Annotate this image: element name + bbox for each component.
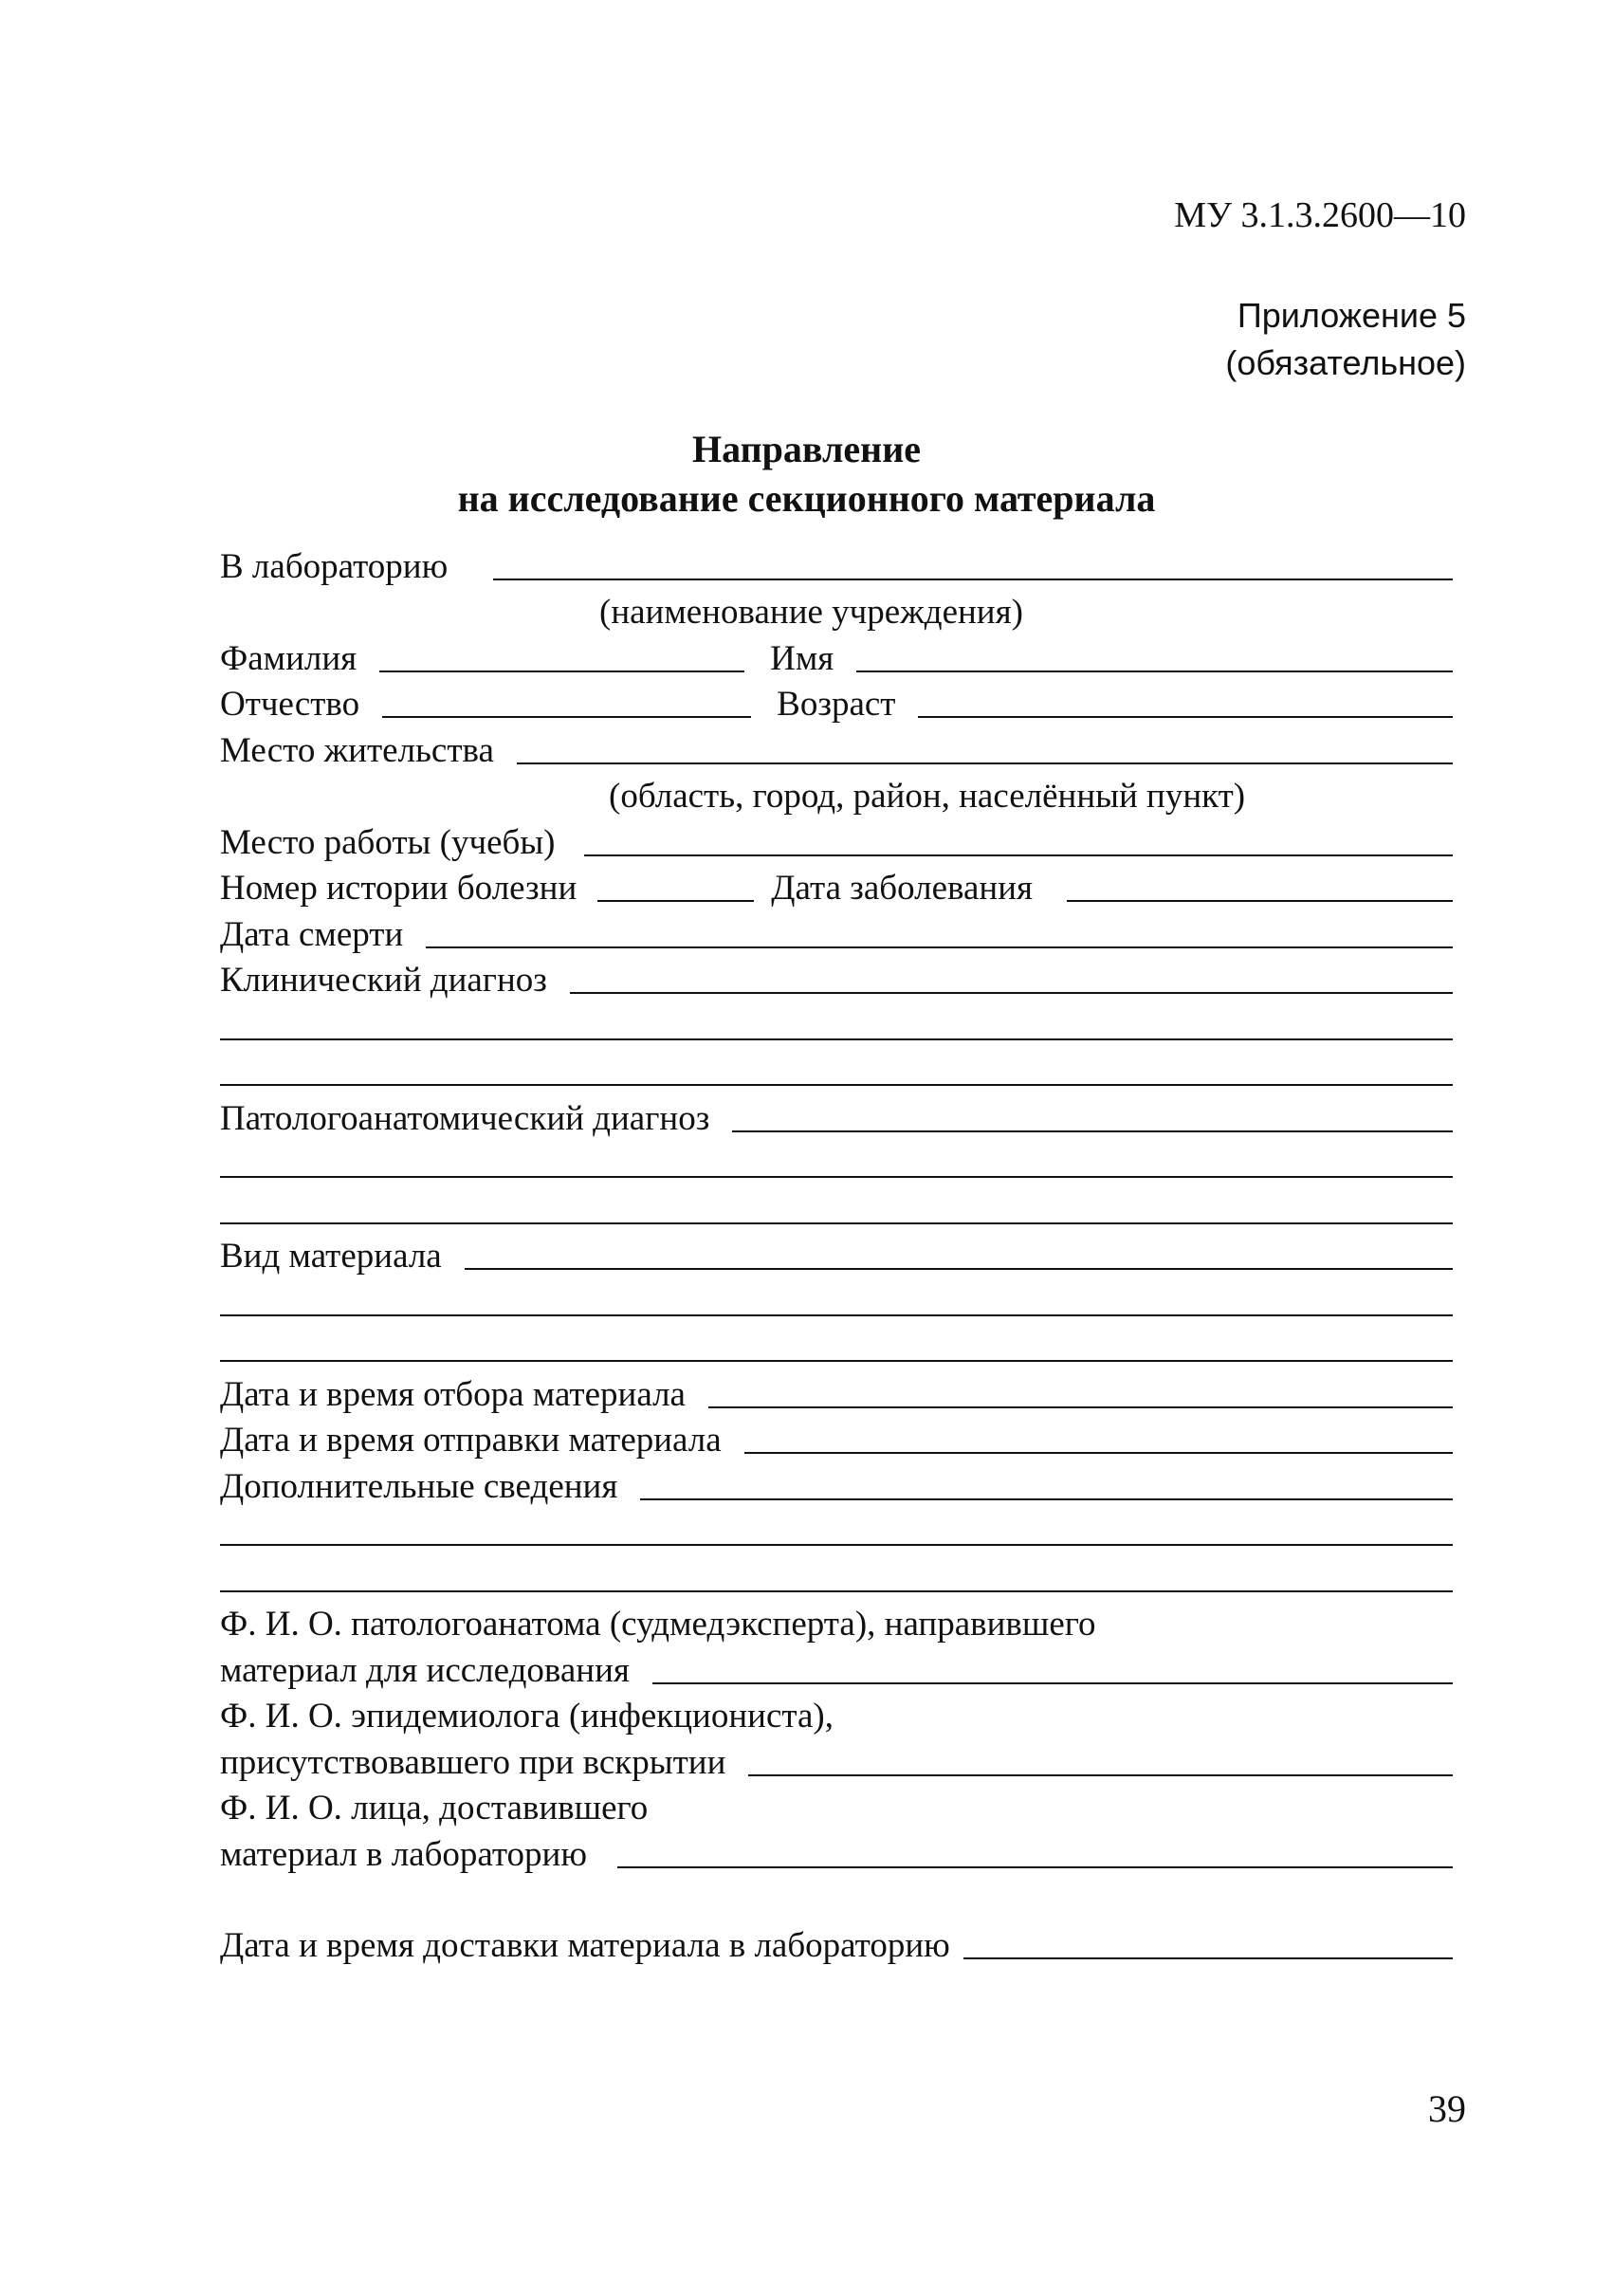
death-date-label: Дата смерти bbox=[220, 914, 404, 954]
workplace-label: Место работы (учебы) bbox=[220, 822, 556, 862]
delivery-datetime-row bbox=[220, 1920, 1453, 1967]
material-type-row bbox=[220, 1231, 1453, 1277]
surname-field[interactable] bbox=[379, 670, 744, 672]
residence-row bbox=[220, 725, 1453, 771]
residence-label: Место жительства bbox=[220, 730, 494, 770]
laboratory-row bbox=[220, 541, 1453, 587]
sending-datetime-label: Дата и время отправки материала bbox=[220, 1421, 722, 1460]
appendix-label bbox=[1225, 292, 1466, 387]
surname-label: Фамилия bbox=[220, 638, 357, 678]
additional-info-continuation-1 bbox=[220, 1507, 1453, 1553]
laboratory-label: В лабораторию bbox=[220, 546, 449, 586]
epidemiologist-label-line1: Ф. И. О. эпидемиолога (инфекциониста), bbox=[220, 1697, 834, 1736]
clinical-diagnosis-field[interactable] bbox=[570, 991, 1453, 994]
epidemiologist-label-line2: присутствовавшего при вскрытии bbox=[220, 1742, 726, 1782]
case-number-label: Номер истории болезни bbox=[220, 869, 577, 908]
pathologist-field[interactable] bbox=[652, 1681, 1453, 1684]
pathological-diagnosis-field[interactable] bbox=[732, 1130, 1453, 1132]
death-date-field[interactable] bbox=[426, 946, 1453, 948]
onset-date-field[interactable] bbox=[1067, 899, 1453, 902]
pathologist-label-line1: Ф. И. О. патологоанатома (судмедэксперта), направившего bbox=[220, 1605, 1096, 1644]
clinical-diagnosis-line-3[interactable] bbox=[220, 1083, 1453, 1086]
section-spacer bbox=[220, 1875, 1453, 1920]
pathologist-heading-row bbox=[220, 1599, 1453, 1645]
referral-form bbox=[220, 541, 1453, 1966]
pathological-diagnosis-line-3[interactable] bbox=[220, 1221, 1453, 1224]
page-number: 39 bbox=[1428, 2087, 1466, 2130]
pathological-diagnosis-line-2[interactable] bbox=[220, 1175, 1453, 1178]
document-code: МУ 3.1.3.2600—10 bbox=[1174, 195, 1466, 235]
pathological-diagnosis-row bbox=[220, 1093, 1453, 1139]
laboratory-field[interactable] bbox=[493, 578, 1453, 580]
material-type-line-3[interactable] bbox=[220, 1359, 1453, 1362]
sending-datetime-field[interactable] bbox=[744, 1451, 1453, 1454]
appendix-number: Приложение 5 bbox=[1237, 296, 1466, 335]
pathologist-row bbox=[220, 1644, 1453, 1691]
sampling-datetime-field[interactable] bbox=[708, 1405, 1453, 1408]
courier-field[interactable] bbox=[617, 1865, 1453, 1868]
appendix-status: (обязательное) bbox=[1225, 343, 1466, 382]
patronymic-label: Отчество bbox=[220, 685, 360, 724]
pathological-diagnosis-continuation-1 bbox=[220, 1139, 1453, 1185]
epidemiologist-heading-row bbox=[220, 1691, 1453, 1737]
form-title-line1: Направление bbox=[692, 428, 921, 470]
residence-field[interactable] bbox=[517, 762, 1453, 764]
workplace-row bbox=[220, 817, 1453, 863]
additional-info-line-3[interactable] bbox=[220, 1589, 1453, 1592]
epidemiologist-row bbox=[220, 1736, 1453, 1783]
clinical-diagnosis-line-2[interactable] bbox=[220, 1038, 1453, 1040]
pathologist-label-line2: материал для исследования bbox=[220, 1650, 630, 1690]
age-label: Возраст bbox=[777, 685, 896, 724]
material-type-continuation-1 bbox=[220, 1277, 1453, 1323]
material-type-field[interactable] bbox=[465, 1267, 1453, 1270]
clinical-diagnosis-label: Клинический диагноз bbox=[220, 961, 547, 1000]
residence-caption: (область, город, район, населённый пункт) bbox=[609, 777, 1246, 816]
epidemiologist-field[interactable] bbox=[748, 1773, 1453, 1776]
sampling-datetime-label: Дата и время отбора материала bbox=[220, 1374, 686, 1414]
patronymic-field[interactable] bbox=[382, 715, 751, 718]
case-number-field[interactable] bbox=[597, 899, 754, 902]
material-type-line-2[interactable] bbox=[220, 1313, 1453, 1316]
clinical-diagnosis-continuation-2 bbox=[220, 1047, 1453, 1093]
institution-caption: (наименование учреждения) bbox=[599, 593, 1023, 632]
delivery-datetime-label: Дата и время доставки материала в лабораторию bbox=[220, 1926, 950, 1965]
patronymic-age-row bbox=[220, 679, 1453, 726]
courier-label-line2: материал в лабораторию bbox=[220, 1834, 588, 1874]
additional-info-row bbox=[220, 1460, 1453, 1507]
death-date-row bbox=[220, 909, 1453, 955]
form-title bbox=[0, 425, 1613, 523]
age-field[interactable] bbox=[918, 715, 1453, 718]
pathological-diagnosis-label: Патологоанатомический диагноз bbox=[220, 1098, 710, 1138]
courier-row bbox=[220, 1828, 1453, 1875]
sending-datetime-row bbox=[220, 1415, 1453, 1461]
workplace-field[interactable] bbox=[584, 854, 1453, 856]
sampling-datetime-row bbox=[220, 1368, 1453, 1415]
additional-info-continuation-2 bbox=[220, 1552, 1453, 1599]
pathological-diagnosis-continuation-2 bbox=[220, 1185, 1453, 1231]
case-onset-row bbox=[220, 863, 1453, 909]
material-type-continuation-2 bbox=[220, 1323, 1453, 1369]
additional-info-line-2[interactable] bbox=[220, 1543, 1453, 1546]
surname-name-row bbox=[220, 633, 1453, 679]
name-field[interactable] bbox=[856, 670, 1453, 672]
delivery-datetime-field[interactable] bbox=[963, 1956, 1453, 1959]
courier-label-line1: Ф. И. О. лица, доставившего bbox=[220, 1789, 649, 1828]
additional-info-label: Дополнительные сведения bbox=[220, 1466, 618, 1506]
courier-heading-row bbox=[220, 1783, 1453, 1829]
name-label: Имя bbox=[770, 638, 834, 678]
form-title-line2: на исследование секционного материала bbox=[457, 477, 1156, 520]
additional-info-field[interactable] bbox=[640, 1497, 1453, 1500]
clinical-diagnosis-continuation-1 bbox=[220, 1001, 1453, 1047]
onset-date-label: Дата заболевания bbox=[771, 869, 1034, 908]
material-type-label: Вид материала bbox=[220, 1237, 442, 1276]
clinical-diagnosis-row bbox=[220, 955, 1453, 1001]
